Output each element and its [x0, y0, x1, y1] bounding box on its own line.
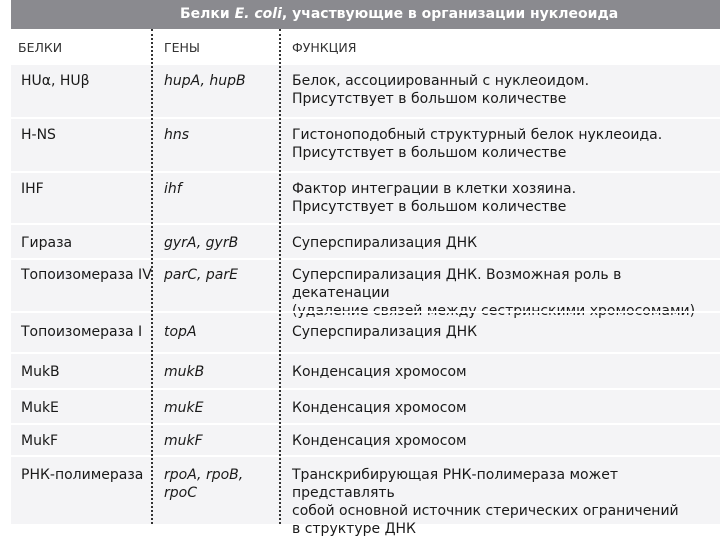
- cell-genes: ihf: [164, 181, 182, 197]
- cell-function: Белок, ассоциированный с нуклеоидом. Присутствует в большом количестве: [292, 73, 590, 107]
- table-row: [11, 63, 720, 117]
- cell-genes: hupA, hupB: [164, 73, 246, 89]
- column-divider: [151, 29, 153, 524]
- table-title: [11, 0, 720, 29]
- header-function: ФУНКЦИЯ: [292, 40, 357, 55]
- title-organism: E. coli: [234, 6, 282, 22]
- column-divider: [279, 29, 281, 524]
- title-prefix: Белки: [180, 6, 235, 22]
- header-genes: ГЕНЫ: [164, 40, 200, 55]
- cell-protein: MukF: [21, 433, 59, 449]
- table-row: [11, 117, 720, 171]
- cell-function: Фактор интеграции в клетки хозяина. Присутствует в большом количестве: [292, 181, 577, 215]
- cell-genes: gyrA, gyrB: [164, 235, 239, 251]
- cell-genes: parC, parE: [164, 267, 238, 283]
- cell-protein: РНК-полимераза: [21, 467, 144, 483]
- cell-protein: MukE: [21, 400, 59, 416]
- table-row: [11, 311, 720, 352]
- cell-genes: mukE: [164, 400, 204, 416]
- cell-genes: rpoA, rpoB, rpoC: [164, 467, 244, 501]
- cell-protein: Гираза: [21, 235, 73, 251]
- title-suffix: , участвующие в организации нуклеоида: [281, 6, 619, 22]
- cell-function: Суперспирализация ДНК: [292, 235, 478, 251]
- cell-function: Суперспирализация ДНК: [292, 324, 478, 340]
- cell-protein: IHF: [21, 181, 44, 197]
- nucleoid-proteins-table: [11, 0, 720, 537]
- cell-function: Конденсация хромосом: [292, 433, 467, 449]
- header-proteins: БЕЛКИ: [18, 40, 63, 55]
- table-row: [11, 223, 720, 258]
- table-row: [11, 423, 720, 455]
- cell-protein: MukB: [21, 364, 60, 380]
- cell-genes: topA: [164, 324, 197, 340]
- cell-function: Транскрибирующая РНК-полимераза может представлять собой основной источник стерических ограничений в структуре ДНК: [292, 467, 679, 537]
- cell-protein: HUα, HUβ: [21, 73, 90, 89]
- table-row: [11, 388, 720, 423]
- cell-function: Суперспирализация ДНК. Возможная роль в декатенации (удаление связей между сестринскими хромосомами): [292, 267, 696, 319]
- table-row: [11, 455, 720, 537]
- cell-genes: mukB: [164, 364, 205, 380]
- cell-genes: mukF: [164, 433, 203, 449]
- cell-function: Конденсация хромосом: [292, 364, 467, 380]
- table-row: [11, 171, 720, 223]
- cell-function: Конденсация хромосом: [292, 400, 467, 416]
- table-row: [11, 352, 720, 388]
- cell-function: Гистоноподобный структурный белок нуклеоида. Присутствует в большом количестве: [292, 127, 663, 161]
- table-row: [11, 258, 720, 319]
- cell-protein: Топоизомераза I: [21, 324, 143, 340]
- header-row: [11, 29, 720, 63]
- cell-protein: Топоизомераза IV: [21, 267, 152, 283]
- cell-protein: H-NS: [21, 127, 56, 143]
- cell-genes: hns: [164, 127, 190, 143]
